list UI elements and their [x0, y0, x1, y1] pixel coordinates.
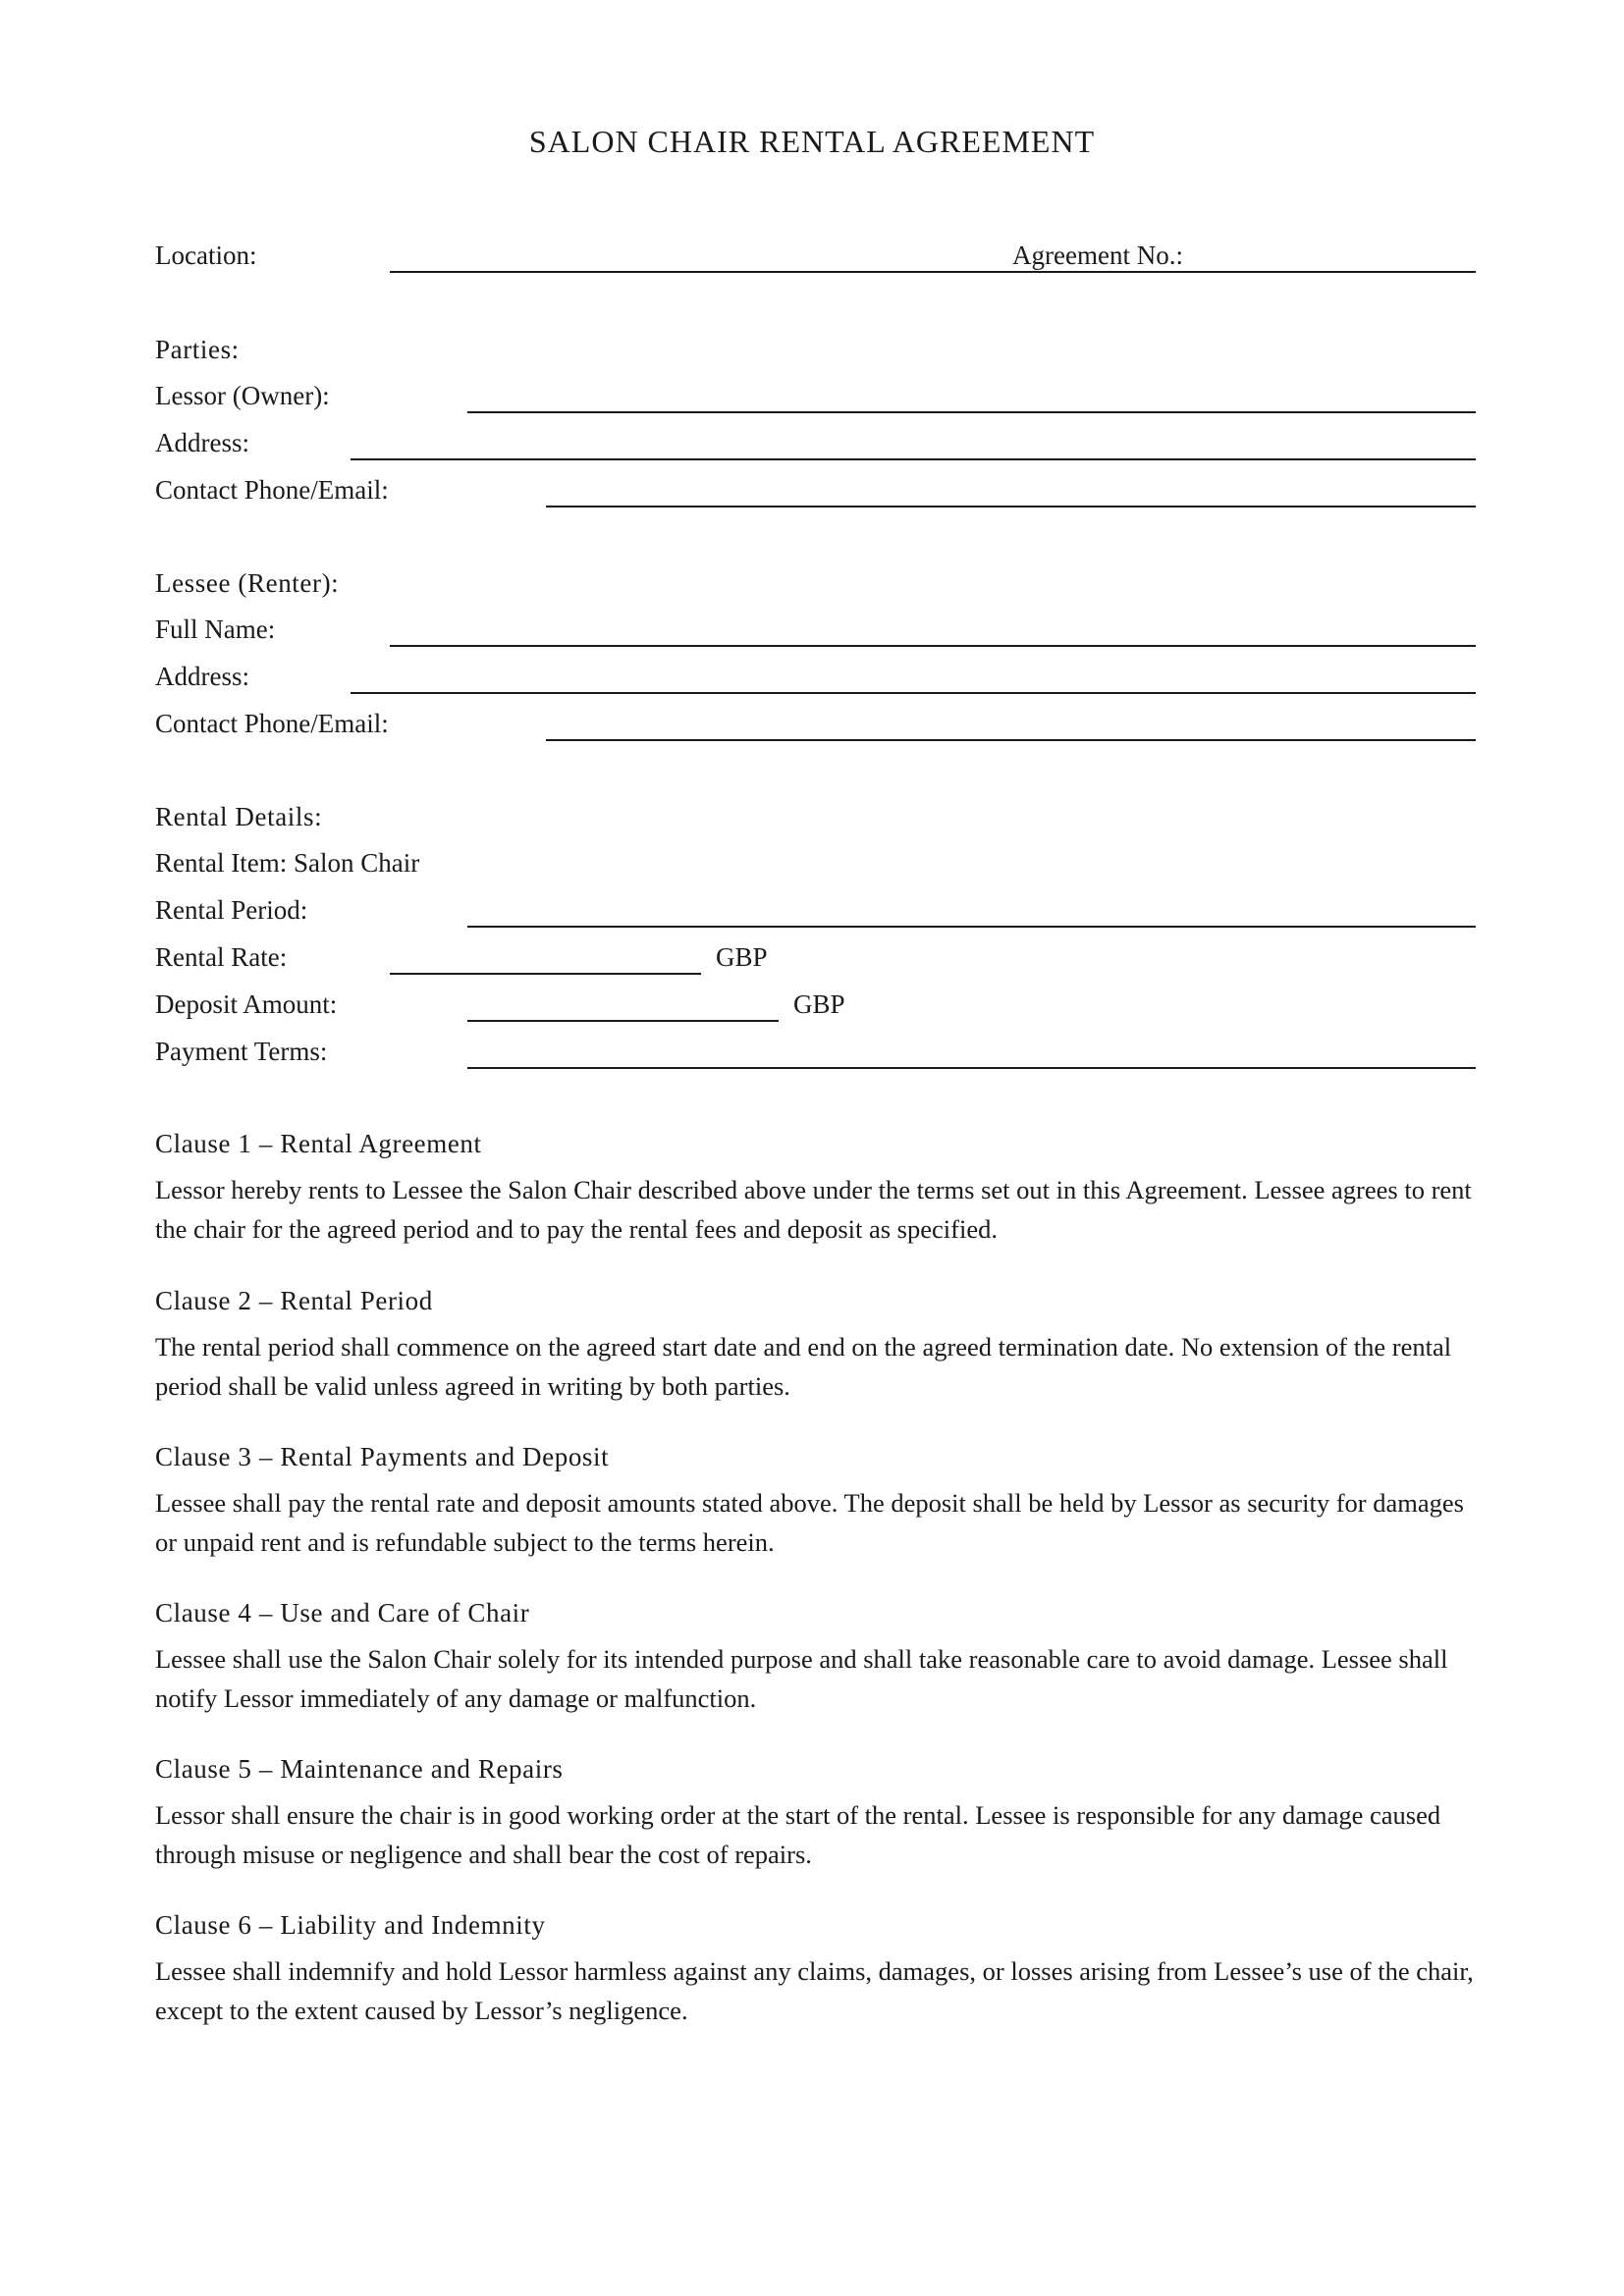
location-field[interactable]: [390, 271, 1476, 273]
lessor-address-label: Address:: [155, 428, 249, 457]
lessee-name-field[interactable]: [390, 645, 1476, 647]
lessor-name-label: Lessor (Owner):: [155, 381, 330, 410]
deposit-currency: GBP: [793, 989, 845, 1019]
lessee-contact-row: [155, 704, 1476, 751]
clause-1-title: Clause 1 – Rental Agreement: [155, 1129, 482, 1158]
clause-1-body: Lessor hereby rents to Lessee the Salon Chair described above under the terms set out in this Agreement. Lessee agrees to rent the chair for the agreed period and to pay the rental fees and deposit as specified.: [155, 1175, 1472, 1244]
lessee-name-label: Full Name:: [155, 614, 276, 644]
clause-3-title: Clause 3 – Rental Payments and Deposit: [155, 1442, 610, 1471]
agreement-no-label: Agreement No.:: [1012, 240, 1183, 270]
lessee-address-field[interactable]: [351, 692, 1476, 694]
lessor-name-field[interactable]: [467, 411, 1476, 413]
clause-4-body: Lessee shall use the Salon Chair solely for its intended purpose and shall take reasonable care to avoid damage. Lessee shall notify Lessor immediately of any damage or malfunction.: [155, 1644, 1448, 1713]
lessor-contact-field[interactable]: [546, 506, 1476, 507]
deposit-row: [155, 985, 1476, 1032]
clause-6-body: Lessee shall indemnify and hold Lessor harmless against any claims, damages, or losses arising from Lessee’s use of the chair, except to the extent caused by Lessor’s negligence.: [155, 1956, 1474, 2025]
deposit-label: Deposit Amount:: [155, 989, 338, 1019]
clause-2-title: Clause 2 – Rental Period: [155, 1286, 433, 1315]
rental-rate-label: Rental Rate:: [155, 942, 288, 972]
clause-4-title: Clause 4 – Use and Care of Chair: [155, 1598, 530, 1628]
lessor-name-row: [155, 376, 1476, 423]
payment-terms-label: Payment Terms:: [155, 1037, 328, 1066]
clause-6-title: Clause 6 – Liability and Indemnity: [155, 1910, 546, 1940]
lessee-address-label: Address:: [155, 662, 249, 691]
lessor-address-row: [155, 423, 1476, 470]
location-label: Location:: [155, 240, 257, 270]
rental-rate-field[interactable]: [390, 973, 701, 975]
payment-terms-field[interactable]: [467, 1067, 1476, 1069]
lessor-contact-row: [155, 470, 1476, 517]
clause-5-title: Clause 5 – Maintenance and Repairs: [155, 1754, 564, 1784]
rental-rate-row: [155, 937, 1476, 985]
rental-item-label: Rental Item: Salon Chair: [155, 848, 420, 878]
clause-2-body: The rental period shall commence on the agreed start date and end on the agreed termination date. No extension of the rental period shall be valid unless agreed in writing by both parties.: [155, 1332, 1452, 1401]
rental-period-row: [155, 890, 1476, 937]
deposit-field[interactable]: [467, 1020, 779, 1022]
lessor-contact-label: Contact Phone/Email:: [155, 475, 389, 505]
lessee-heading: Lessee (Renter):: [155, 568, 340, 598]
rental-period-label: Rental Period:: [155, 895, 308, 925]
rental-period-field[interactable]: [467, 926, 1476, 928]
parties-heading: Parties:: [155, 335, 240, 364]
payment-terms-row: [155, 1032, 1476, 1079]
lessee-contact-field[interactable]: [546, 739, 1476, 741]
clause-5-body: Lessor shall ensure the chair is in good working order at the start of the rental. Lessee is responsible for any damage caused through misuse or negligence and shall bear the cost of repairs.: [155, 1800, 1441, 1869]
lessee-address-row: [155, 657, 1476, 704]
rental-details-heading: Rental Details:: [155, 802, 323, 831]
rental-rate-currency: GBP: [716, 942, 768, 972]
rental-item-row: [155, 843, 1476, 890]
location-row: [155, 236, 1476, 283]
document-title: SALON CHAIR RENTAL AGREEMENT: [528, 124, 1096, 159]
lessee-contact-label: Contact Phone/Email:: [155, 709, 389, 738]
lessee-name-row: [155, 610, 1476, 657]
clause-3-body: Lessee shall pay the rental rate and deposit amounts stated above. The deposit shall be held by Lessor as security for damages or unpaid rent and is refundable subject to the terms herein.: [155, 1488, 1464, 1557]
lessor-address-field[interactable]: [351, 458, 1476, 460]
